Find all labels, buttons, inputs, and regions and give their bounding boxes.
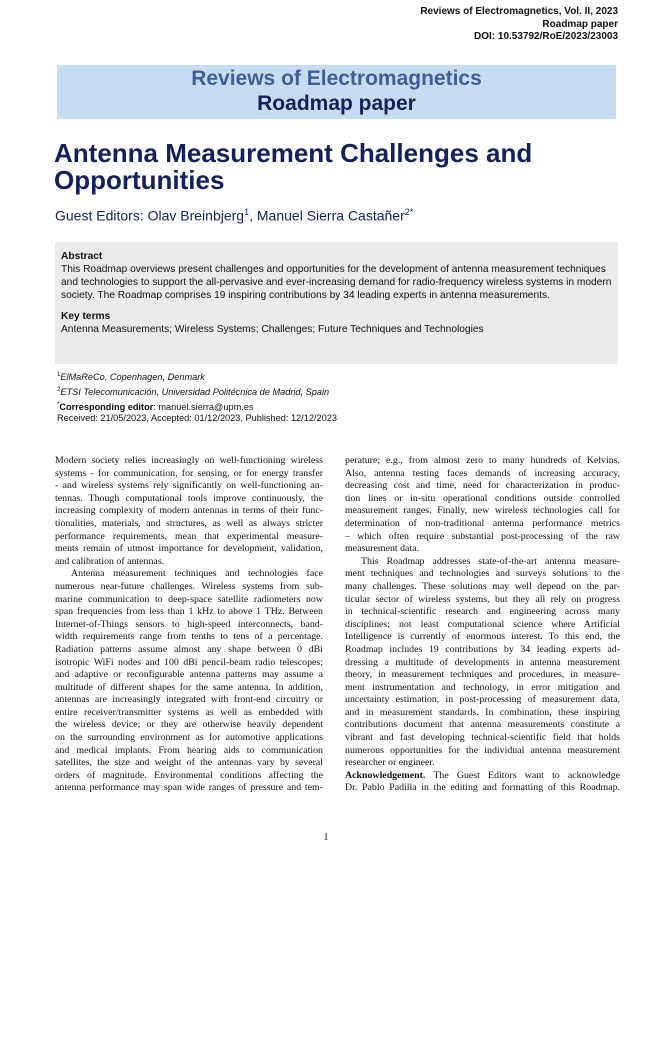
corresponding-editor: *Corresponding editor: manuel.sierra@upm.es [57,401,254,412]
text-line: uncertainty estimation, in post-processing of measurement data, [345,694,620,706]
text-line: span frequencies from less than 1 kHz to above 1 THz. Between [55,606,323,618]
paper-type-line: Roadmap paper [542,18,618,30]
banner-journal-name: Reviews of Electromagnetics [191,67,482,90]
text-line: This Roadmap addresses state-of-the-art antenna measure- [361,555,620,567]
editor-separator: , [249,207,257,224]
editor-name: Manuel Sierra Castañer [256,207,405,224]
text-line: Internet-of-Things sensors to high-speed interconnects, band- [55,618,323,630]
text-line: dressing a multitude of developments in antenna measurement [345,656,620,668]
text-line: theory, in measurement techniques and procedures, in measure- [345,669,620,681]
abstract-box [55,242,618,364]
text-line: antennas are increasingly integrated with front-end circuitry or [55,694,323,706]
text-line: isotropic WiFi nodes and 100 dBi pencil-beam radio telescopes; [55,656,323,668]
running-header [420,6,618,44]
text-line: many challenges. These solutions may well depend on the par- [345,580,620,592]
doi-line[interactable]: DOI: 10.53792/RoE/2023/23003 [474,31,618,42]
text-line: measurement ranges. Finally, new wireless technologies call for [345,505,620,517]
text-line: satellites, the size and weight of the antennas vary by several [55,757,323,769]
text-line: Modern society relies increasingly on well-functioning wireless [55,455,323,466]
journal-volume-line: Reviews of Electromagnetics, Vol. II, 2023 [420,6,618,17]
text-line: performance requirements, mean that experimental measure- [55,530,323,542]
text-line: perature; e.g., from almost zero to many hundreds of Kelvins. [345,455,620,466]
text-line: numerous near-future challenges. Wireless systems from sub- [55,580,323,592]
text-line: measurement data. [345,543,420,555]
body-column-right [345,455,620,795]
text-line: entire receiver/transmitter systems as well as embedded with [55,706,323,718]
text-line: multitude of different shapes for the same antenna. In addition, [55,681,323,693]
body-column-left [55,455,323,795]
journal-banner [57,65,616,119]
text-line: increasing complexity of modern antennas in terms of their func- [55,505,323,517]
key-terms-heading: Key terms [61,311,111,322]
text-line: on the surrounding environment as for automotive applications [55,732,323,744]
text-line: tionalities, materials, and structures, as well as always stricter [55,517,323,529]
abstract-text: This Roadmap overviews present challenges and opportunities for the development of antenna measurement techniques and technologies to support the all-pervasive and ever-increasing demand for radio-frequency wireless systems in modern society. The Roadmap comprises 19 inspiring contributions by 34 leading experts in antenna measurements. [61,264,612,301]
corresponding-email[interactable]: : manuel.sierra@upm.es [153,401,254,412]
text-line: disciplines; not least computational science where Artificial [345,618,620,630]
text-line: Intelligence is currently of enormous interest. To this end, the [345,631,620,643]
editors-prefix: Guest Editors: [55,207,148,224]
text-line: Antenna measurement techniques and technologies face [71,568,323,580]
acknowledgement-label: Acknowledgement. [345,769,426,781]
text-line: Also, antenna testing faces demands of increasing accuracy, [345,467,620,479]
page-number: 1 [323,832,329,843]
text-line: the wireless device; or they are otherwise heavily dependent [55,719,323,731]
text-line: tion lines or in-situ operational conditions outside controlled [345,492,620,504]
affiliation-marker: 1 [244,207,250,217]
abstract-heading: Abstract [61,251,103,262]
text-line: ment techniques and technologies and surveys solutions to the [345,568,620,580]
key-terms-text: Antenna Measurements; Wireless Systems; Challenges; Future Techniques and Technologies [61,324,484,335]
text-line: Roadmap includes 19 contributions by 34 leading experts ad- [345,643,620,655]
text-line: systems - for communication, for sensing, or for energy transfer [55,467,323,479]
text-line: tennas. Though computational tools improve continuously, the [55,492,323,504]
text-line: researcher or engineer. [345,757,435,769]
guest-editors [55,207,413,224]
editor-name: Olav Breinbjerg [147,207,245,224]
text-line: in technical-scientific research and engineering across many [345,606,620,618]
banner-paper-type: Roadmap paper [257,92,416,115]
text-line: decreasing cost and time, need for characterization in produc- [345,480,620,492]
affiliations [57,369,329,414]
text-line: and medical implants. From hearing aids to communication [55,744,323,756]
text-line: Radiation patterns assume almost any shape between 0 dBi [55,643,323,655]
affiliation-1: $^1$ElMaReCo, Copenhagen, Denmark [57,372,205,383]
affiliation-marker: 2* [404,207,414,217]
text-line: marine communication to deep-space satellite radiometers now [55,593,323,605]
text-line: and in measurement standards. In combination, these inspiring [345,706,620,718]
text-line: vibrant and fast developing technical-scientific field that holds [345,732,620,744]
text-line: and adaptive or reconfigurable antenna patterns may assume a [55,669,323,681]
text-line: determination of non-traditional antenna performance metrics [345,517,620,529]
text-line: width requirements range from tenths to tens of a percentage. [55,631,323,643]
text-line: numerous opportunities for the individual antenna measurement [345,744,620,756]
text-line: contributions document that antenna measurements constitute a [345,719,620,731]
paper-title: Antenna Measurement Challenges and Opportunities [54,138,533,195]
text-line: ticular sector of wireless systems, but they all rely on progress [345,593,620,605]
text-line: – which often require substantial post-processing of the raw [345,530,620,542]
publication-dates: Received: 21/05/2023, Accepted: 01/12/2023, Published: 12/12/2023 [57,413,337,423]
affiliation-2: $^2$ETSI Telecomunicación, Universidad Politécnica de Madrid, Spain [57,386,330,397]
text-line: and calibration of antennas. [55,555,165,567]
text-line: ment instrumentation and technology, in error mitigation and [345,681,620,693]
text-line: antenna performance may span wide ranges of pressure and tem- [55,782,323,794]
text-line: - and wireless systems rely significantly on well-functioning an- [55,480,323,492]
text-line: ments remain of utmost importance for development, validation, [55,543,323,555]
text-line: orders of magnitude. Environmental conditions affecting the [55,769,323,781]
acknowledgement-line: Dr. Pablo Padilla in the editing and formatting of this Roadmap. [345,782,620,794]
acknowledgement-line: Acknowledgement. The Guest Editors want to acknowledge [345,769,620,781]
